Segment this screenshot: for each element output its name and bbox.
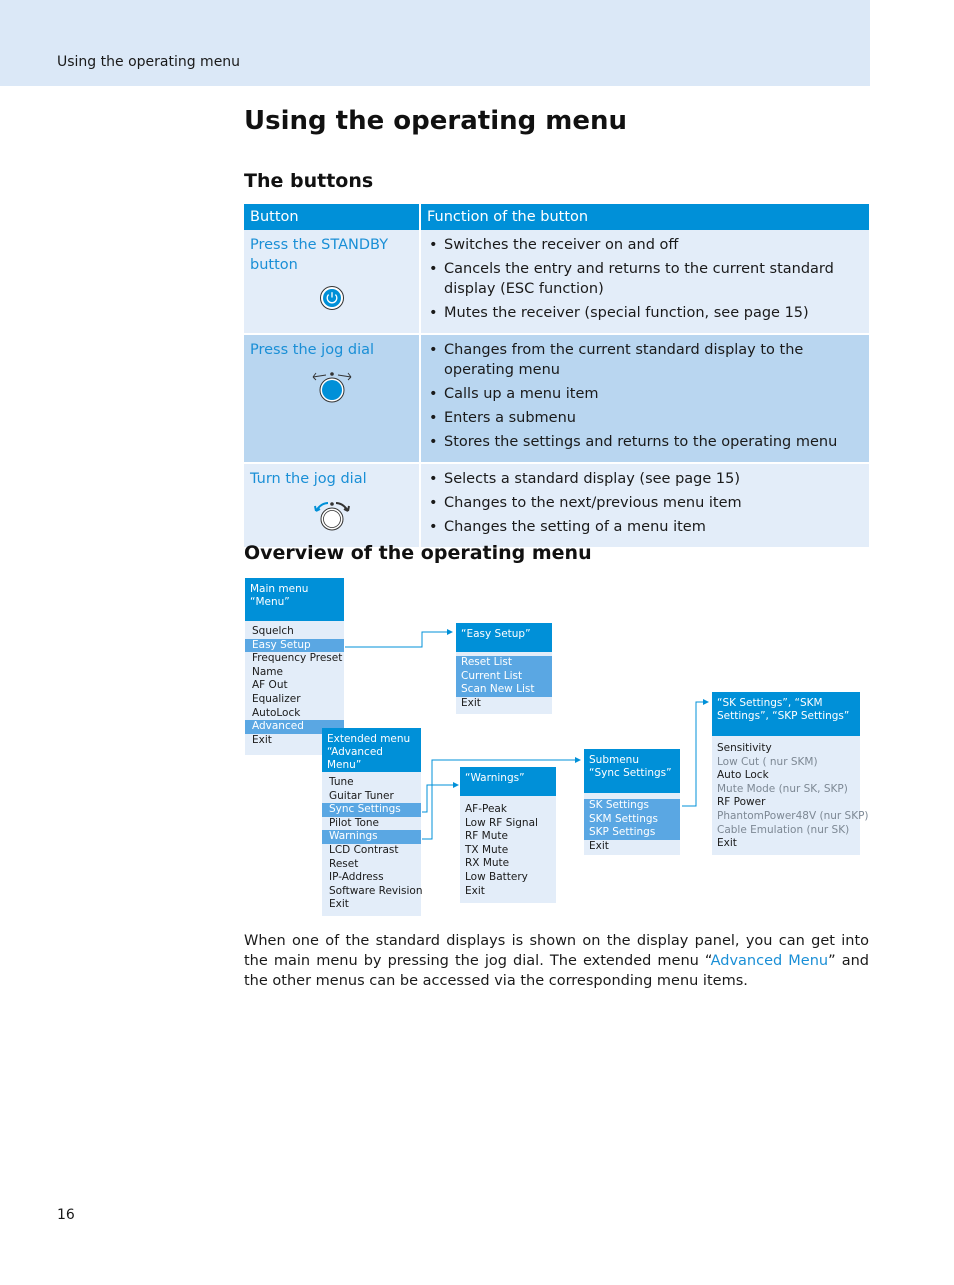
menu-item-name: Name xyxy=(252,665,283,678)
menu-item-autolock: AutoLock xyxy=(252,706,301,719)
easy-setup-header xyxy=(456,623,552,652)
menu-header-line: “SK Settings”, “SKM xyxy=(717,697,823,709)
function-item: • Changes from the current standard display to the operating menu xyxy=(427,340,863,380)
caption-text: When one of the standard displays is shown on the display panel, you can get into the main menu by pressing the jog dial. The extended menu “ xyxy=(244,933,869,969)
button-name: Press the jog dial xyxy=(250,342,375,358)
menu-item-reset-list: Reset List xyxy=(456,656,552,670)
button-name: Turn the jog dial xyxy=(250,471,367,487)
function-item: • Mutes the receiver (special function, see page 15) xyxy=(427,303,863,323)
warnings-box xyxy=(460,767,556,903)
menu-item-low-rf-signal: Low RF Signal xyxy=(465,816,538,829)
menu-item-exit: Exit xyxy=(461,696,481,709)
col-header-button: Button xyxy=(244,204,420,230)
menu-item-skp-settings: SKP Settings xyxy=(584,826,680,840)
menu-item-squelch: Squelch xyxy=(252,625,294,637)
menu-item-auto-lock: Auto Lock xyxy=(717,769,769,782)
menu-item-equalizer: Equalizer xyxy=(252,692,301,705)
caption-text: ” and the other menus can be accessed via the corresponding menu items. xyxy=(244,953,869,989)
connector-sk-settings xyxy=(682,702,708,806)
connector-easy-setup xyxy=(345,632,452,647)
menu-item-low-cut: Low Cut ( nur SKM) xyxy=(717,755,818,768)
menu-item-af-peak: AF-Peak xyxy=(465,803,507,815)
menu-header-line: Settings”, “SKP Settings” xyxy=(717,710,850,722)
easy-setup-box xyxy=(456,623,552,714)
menu-item-sync-settings: Sync Settings xyxy=(322,803,421,817)
sync-settings-header xyxy=(584,749,680,793)
menu-item-rf-mute: RF Mute xyxy=(465,830,508,843)
menu-item-exit: Exit xyxy=(252,733,272,746)
function-item: • Stores the settings and returns to the operating menu xyxy=(427,432,863,452)
page-number: 16 xyxy=(57,1207,75,1223)
menu-header-line: “Menu” xyxy=(250,596,290,608)
section-title-overview: Overview of the operating menu xyxy=(244,542,592,564)
menu-item-low-battery: Low Battery xyxy=(465,870,528,883)
menu-item-scan-new-list: Scan New List xyxy=(456,683,552,697)
menu-item-exit: Exit xyxy=(465,884,485,897)
col-header-function: Function of the button xyxy=(420,204,869,230)
menu-item-exit: Exit xyxy=(717,837,737,850)
menu-item-sk-settings: SK Settings xyxy=(584,799,680,813)
menu-item-skm-settings: SKM Settings xyxy=(584,813,680,827)
menu-header-line: “Advanced Menu” xyxy=(327,746,383,771)
menu-item-exit: Exit xyxy=(589,839,609,852)
extended-menu-header xyxy=(322,728,421,772)
menu-item-rx-mute: RX Mute xyxy=(465,857,510,870)
menu-item-guitar-tuner: Guitar Tuner xyxy=(329,789,394,802)
menu-item-rf-power: RF Power xyxy=(717,796,766,809)
connector-warnings xyxy=(422,785,458,812)
menu-item-reset: Reset xyxy=(329,857,359,870)
extended-menu-box xyxy=(322,728,421,916)
menu-item-exit: Exit xyxy=(329,898,349,911)
function-item: • Changes to the next/previous menu item xyxy=(427,493,863,513)
menu-item-mute-mode: Mute Mode (nur SK, SKP) xyxy=(717,782,848,795)
function-item: • Selects a standard display (see page 15) xyxy=(427,469,863,489)
menu-item-cable-emulation: Cable Emulation (nur SK) xyxy=(717,823,850,836)
button-name: Press the STANDBY button xyxy=(250,237,389,273)
menu-header-line: Extended menu xyxy=(327,733,411,745)
menu-header-line: “Warnings” xyxy=(465,772,525,784)
menu-item-af-out: AF Out xyxy=(252,679,288,692)
menu-item-ip-address: IP-Address xyxy=(329,871,384,884)
menu-item-tune: Tune xyxy=(329,776,354,788)
function-item: • Cancels the entry and returns to the current standard display (ESC function) xyxy=(427,259,863,299)
page-title: Using the operating menu xyxy=(244,106,628,136)
main-menu-header xyxy=(245,578,344,621)
menu-item-current-list: Current List xyxy=(456,670,552,684)
sk-settings-box xyxy=(712,692,869,855)
menu-item-pilot-tone: Pilot Tone xyxy=(329,816,379,829)
menu-header-line: Main menu xyxy=(250,583,309,595)
body-paragraph xyxy=(244,931,869,991)
function-item: • Changes the setting of a menu item xyxy=(427,517,863,537)
advanced-menu-link[interactable]: Advanced Menu xyxy=(710,953,829,969)
running-header: Using the operating menu xyxy=(57,54,241,70)
function-item: • Calls up a menu item xyxy=(427,384,863,404)
warnings-header xyxy=(460,767,556,796)
menu-item-frequency-preset: Frequency Preset xyxy=(252,652,343,665)
menu-header-line: “Easy Setup” xyxy=(461,628,531,640)
section-title-buttons: The buttons xyxy=(244,170,374,192)
menu-item-sensitivity: Sensitivity xyxy=(717,742,772,754)
sync-settings-box xyxy=(584,749,680,855)
menu-item-phantom-power: PhantomPower48V (nur SKP) xyxy=(717,809,869,822)
function-item: • Enters a submenu xyxy=(427,408,863,428)
menu-item-software-revision: Software Revision xyxy=(329,884,423,897)
menu-item-easy-setup: Easy Setup xyxy=(245,639,344,653)
menu-header-line: “Sync Settings” xyxy=(589,767,672,779)
function-item: • Switches the receiver on and off xyxy=(427,235,863,255)
menu-item-lcd-contrast: LCD Contrast xyxy=(329,843,399,856)
menu-item-warnings: Warnings xyxy=(322,830,421,844)
menu-header-line: Submenu xyxy=(589,754,639,766)
menu-item-advanced: Advanced xyxy=(245,720,344,734)
menu-item-tx-mute: TX Mute xyxy=(465,843,509,856)
sk-settings-header xyxy=(712,692,860,736)
